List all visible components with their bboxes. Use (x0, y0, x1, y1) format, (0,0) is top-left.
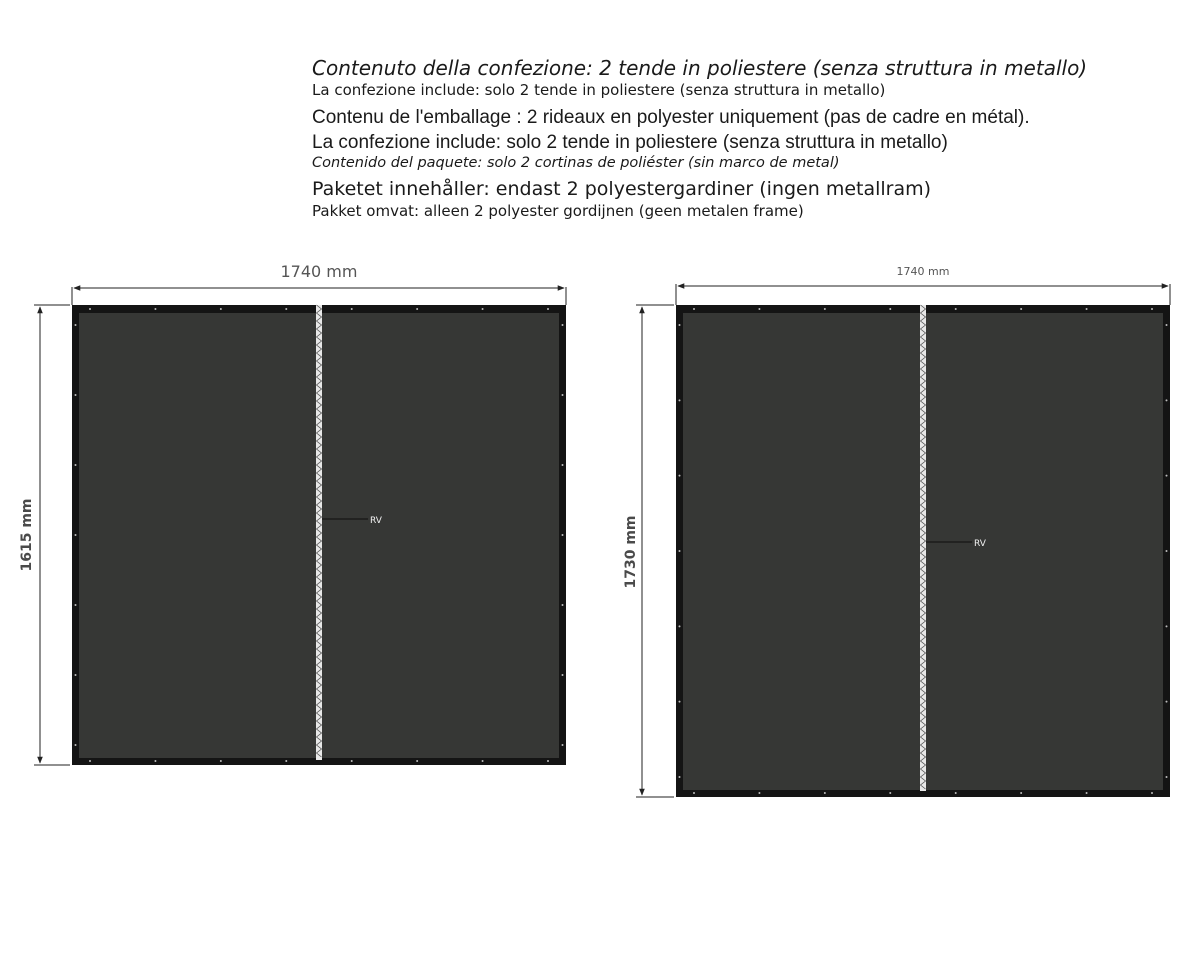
grommet-dot (482, 760, 484, 762)
height-dimension-2 (623, 305, 674, 797)
caption-italian-repeat: La confezione include: solo 2 tende in poliestere (senza struttura in metallo) (312, 132, 948, 153)
callout-label-1: RV (370, 516, 382, 526)
width-dimension-2 (676, 265, 1170, 305)
grommet-dot (285, 760, 287, 762)
grommet-dot (75, 674, 77, 676)
grommet-dot (562, 534, 564, 536)
grommet-dot (1020, 792, 1022, 794)
caption-spanish: Contenido del paquete: solo 2 cortinas de poliéster (sin marco de metal) (312, 155, 840, 171)
grommet-dot (75, 604, 77, 606)
grommet-dot (1086, 792, 1088, 794)
caption-italian: La confezione include: solo 2 tende in poliestere (senza struttura in metallo) (312, 81, 886, 99)
curtain-panel-right-2 (926, 313, 1163, 790)
grommet-dot (679, 550, 681, 552)
grommet-dot (1166, 550, 1168, 552)
grommet-dot (89, 308, 91, 310)
callout-label-2: RV (974, 539, 986, 549)
grommet-dot (1166, 701, 1168, 703)
grommet-dot (679, 776, 681, 778)
grommet-dot (220, 308, 222, 310)
height-dimension-1 (19, 305, 70, 765)
curtain-panel-left-2 (683, 313, 920, 790)
grommet-dot (679, 399, 681, 401)
curtain-diagram-1 (19, 262, 566, 765)
grommet-dot (1166, 399, 1168, 401)
grommet-dot (154, 308, 156, 310)
grommet-dot (562, 744, 564, 746)
grommet-dot (758, 308, 760, 310)
caption-dutch: Pakket omvat: alleen 2 polyester gordijnen (geen metalen frame) (312, 201, 804, 220)
grommet-dot (1166, 475, 1168, 477)
grommet-dot (547, 760, 549, 762)
width-label-2: 1740 mm (896, 265, 950, 278)
grommet-dot (75, 534, 77, 536)
grommet-dot (693, 308, 695, 310)
grommet-dot (889, 792, 891, 794)
grommet-dot (547, 308, 549, 310)
grommet-dot (679, 324, 681, 326)
curtain-panel-left-1 (79, 313, 316, 758)
grommet-dot (220, 760, 222, 762)
grommet-dot (1151, 308, 1153, 310)
grommet-dot (416, 308, 418, 310)
grommet-dot (562, 324, 564, 326)
grommet-dot (679, 701, 681, 703)
grommet-dot (89, 760, 91, 762)
grommet-dot (351, 308, 353, 310)
grommet-dot (154, 760, 156, 762)
grommet-dot (75, 744, 77, 746)
width-label-1: 1740 mm (280, 262, 358, 281)
width-dimension-1 (72, 262, 566, 305)
grommet-dot (75, 324, 77, 326)
grommet-dot (1086, 308, 1088, 310)
grommet-dot (758, 792, 760, 794)
curtain-panel-right-1 (322, 313, 559, 758)
grommet-dot (824, 308, 826, 310)
grommet-dot (1166, 625, 1168, 627)
grommet-dot (955, 792, 957, 794)
grommet-dot (1020, 308, 1022, 310)
caption-italian-heading: Contenuto della confezione: 2 tende in poliestere (senza struttura in metallo) (312, 56, 1088, 80)
grommet-dot (1166, 324, 1168, 326)
grommet-dot (351, 760, 353, 762)
grommet-dot (824, 792, 826, 794)
grommet-dot (75, 394, 77, 396)
grommet-dot (562, 464, 564, 466)
grommet-dot (416, 760, 418, 762)
grommet-dot (482, 308, 484, 310)
height-label-2: 1730 mm (623, 515, 639, 589)
grommet-dot (562, 604, 564, 606)
grommet-dot (955, 308, 957, 310)
grommet-dot (1151, 792, 1153, 794)
grommet-dot (693, 792, 695, 794)
grommet-dot (562, 394, 564, 396)
grommet-dot (285, 308, 287, 310)
grommet-dot (562, 674, 564, 676)
grommet-dot (679, 475, 681, 477)
grommet-dot (679, 625, 681, 627)
curtain-diagram-2 (623, 265, 1170, 797)
grommet-dot (75, 464, 77, 466)
grommet-dot (1166, 776, 1168, 778)
zipper-2 (920, 305, 926, 791)
caption-french: Contenu de l'emballage : 2 rideaux en polyester uniquement (pas de cadre en métal). (312, 107, 1030, 128)
height-label-1: 1615 mm (19, 498, 35, 572)
caption-swedish: Paketet innehåller: endast 2 polyestergardiner (ingen metallram) (312, 177, 932, 200)
grommet-dot (889, 308, 891, 310)
